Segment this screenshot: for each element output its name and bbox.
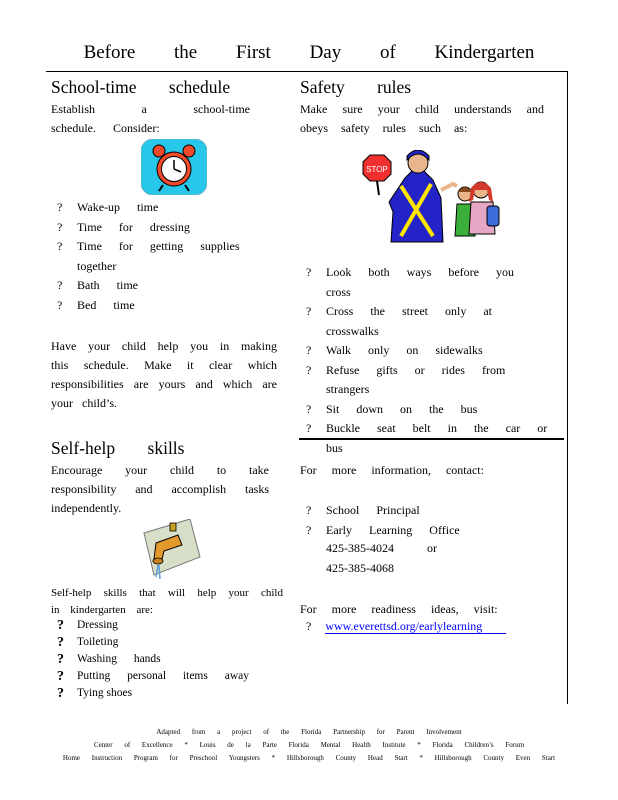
schedule-closing: Have your child help you in making this schedule. Make it clear which responsibilities are yours and which are your child’s. <box>51 339 277 410</box>
phone-number-1: 425-385-4024 <box>326 541 394 555</box>
list-item: ? School Principal <box>306 503 420 517</box>
more-info-text: For more information, contact: <box>300 463 484 477</box>
list-item: ? Bed time <box>57 297 135 312</box>
phone-number-2: 425-385-4068 <box>326 561 394 575</box>
list-item: ? Bath time <box>57 278 138 292</box>
list-item: ? Walk only on sidewalks <box>306 343 483 357</box>
schedule-intro: Establish a school-time schedule. Consider: <box>51 102 250 135</box>
footer-line-1: Adapted from a project of the Florida Partnership for Parent Involvement <box>156 728 462 736</box>
crossing-guard-icon <box>361 150 501 245</box>
safety-intro: Make sure your child understands and obeys safety rules such as: <box>300 102 544 135</box>
list-item: ? Sit down on the bus <box>306 401 478 416</box>
top-rule <box>46 71 568 72</box>
stop-sign-text: STOP <box>366 165 388 174</box>
right-rule <box>567 71 568 704</box>
or-text: or <box>427 541 437 555</box>
selfhelp-heading: Self-help skills <box>51 438 185 458</box>
schedule-heading: School-time schedule <box>51 77 231 97</box>
readiness-text: For more readiness ideas, visit: <box>300 602 498 616</box>
list-item: ? Washing hands <box>57 652 161 667</box>
list-item: ? Early Learning Office <box>306 522 460 537</box>
alarm-clock-icon <box>141 139 207 195</box>
list-item: ? Tying shoes <box>57 686 133 701</box>
selfhelp-list <box>51 617 251 702</box>
list-item: ? Cross the street only at crosswalks <box>306 304 492 338</box>
readiness-link-row <box>300 619 506 634</box>
link-bullet: ? <box>306 619 312 633</box>
footer-line-2: Center of Excellence * Louis de la Parte Florida Mental Health Institute * Florida Children’s Forum <box>93 741 525 749</box>
list-item: ? Putting personal items away <box>57 669 249 684</box>
list-item: ? Buckle seat belt in the car or bus <box>306 421 548 455</box>
page-title: Before the First Day of Kindergarten <box>83 42 535 63</box>
selfhelp-lead: Self-help skills that will help your child in kindergarten are: <box>51 587 283 616</box>
list-item: ? Refuse gifts or rides from strangers <box>306 362 506 396</box>
selfhelp-intro: Encourage your child to take responsibility and accomplish tasks independently. <box>51 463 269 515</box>
safety-list <box>300 263 550 458</box>
list-item: ? Time for dressing <box>57 219 190 234</box>
list-item: ? Time for getting supplies together <box>57 239 240 273</box>
early-learning-link[interactable]: www.everettsd.org/earlylearning <box>325 619 506 634</box>
list-item: ? Look both ways before you cross <box>306 265 514 299</box>
contact-list <box>300 501 550 540</box>
list-item: ? Dressing <box>57 618 118 633</box>
list-item: ? Wake-up time <box>57 200 159 214</box>
safety-heading: Safety rules <box>300 77 412 97</box>
list-item: ? Toileting <box>57 635 119 650</box>
faucet-icon <box>140 519 202 581</box>
footer-line-3: Home Instruction Program for Preschool Youngsters * Hillsborough County Head Start * Hillsborough County Even Start <box>62 754 556 762</box>
schedule-list <box>51 198 251 315</box>
